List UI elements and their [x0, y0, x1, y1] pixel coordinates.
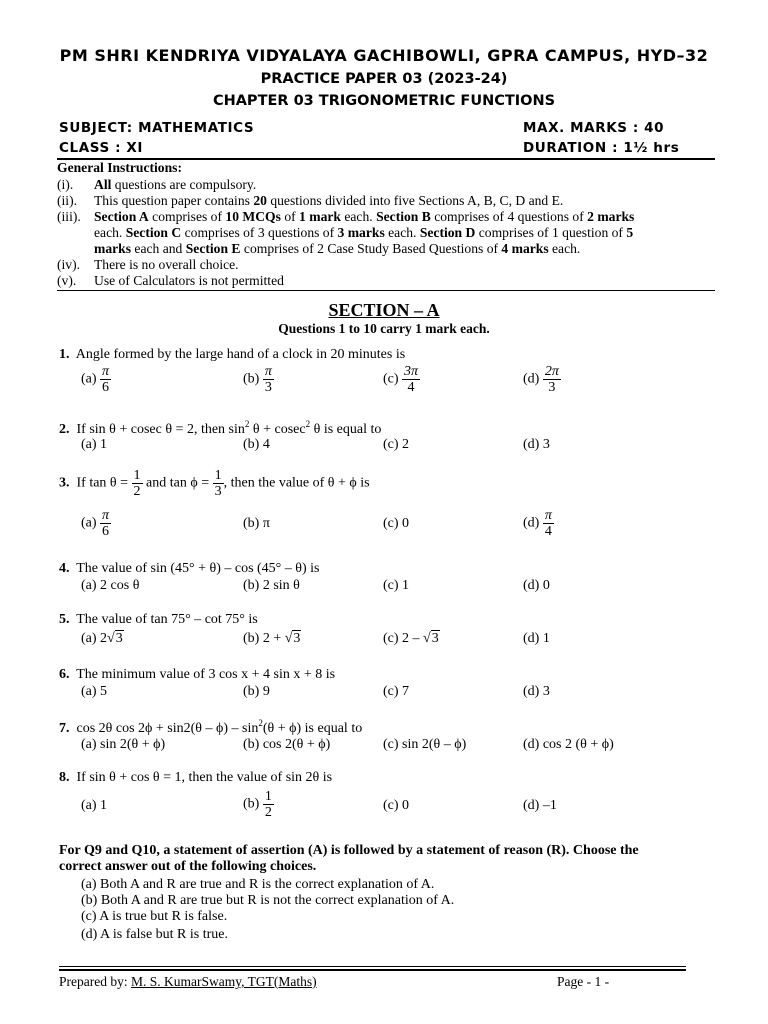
paper-title: PRACTICE PAPER 03 (2023-24): [260, 71, 508, 87]
question-3: 3. If tan θ = $\frac{1}{2}$ and tan ϕ = $\frac{1}{3}$ , then the value of θ + ϕ is: [59, 468, 370, 499]
footer-rule-top: [59, 966, 686, 967]
instruction-4: There is no overall choice.: [94, 257, 239, 272]
q6-option-c: (c) 7: [383, 684, 410, 699]
q3-option-a: (a) $\frac{\pi}{6}$: [81, 508, 110, 539]
instruction-2-num: (ii).: [57, 193, 78, 208]
assertion-intro-line2: correct answer out of the following choices.: [59, 859, 317, 874]
question-8: 8. If sin θ + cos θ = 1, then the value of sin 2θ is: [59, 770, 333, 785]
school-name: PM SHRI KENDRIYA VIDYALAYA GACHIBOWLI, GPRA CAMPUS, HYD–32: [59, 46, 709, 65]
q1-option-d: (d) $\frac{2\pi}{3}$: [523, 364, 559, 395]
assertion-intro-line1: For Q9 and Q10, a statement of assertion (A) is followed by a statement of reason (R). Choose the: [59, 843, 639, 858]
subject-label: SUBJECT: MATHEMATICS: [59, 120, 255, 136]
instruction-1: All questions are compulsory.: [94, 177, 257, 192]
q5-option-c: (c) 2 – √3: [383, 631, 439, 646]
question-1: 1. Angle formed by the large hand of a clock in 20 minutes is: [59, 347, 406, 362]
question-7: 7. cos 2θ $\cos 2\phi + \sin 2(\theta - \phi) - \sin^2(\theta + \phi)$ is equal to: [59, 718, 363, 736]
question-5: 5. The value of tan 75° – cot 75° is: [59, 612, 258, 627]
chapter-title: CHAPTER 03 TRIGONOMETRIC FUNCTIONS: [212, 93, 556, 109]
assertion-choice-c: (c) A is true but R is false.: [81, 909, 228, 924]
q6-option-b: (b) 9: [243, 684, 270, 699]
q4-option-d: (d) 0: [523, 578, 550, 593]
assertion-choice-a: (a) Both A and R are true and R is the correct explanation of A.: [81, 877, 435, 892]
duration: DURATION : 1½ hrs: [523, 140, 680, 156]
instruction-1-num: (i).: [57, 177, 74, 192]
question-2: 2. If sin θ + cosec θ = 2, then $\sin^2 \theta + cosec^2$ θ is equal to: [59, 419, 382, 437]
q3-option-c: (c) 0: [383, 516, 410, 531]
max-marks: MAX. MARKS : 40: [523, 120, 665, 136]
question-6: 6. The minimum value of 3 cos x + 4 sin x + 8 is: [59, 667, 336, 682]
q8-option-d: (d) –1: [523, 798, 557, 813]
q6-option-d: (d) 3: [523, 684, 550, 699]
assertion-choice-d: (d) A is false but R is true.: [81, 927, 228, 942]
q8-option-b: (b) $\frac{1}{2}$: [243, 789, 272, 820]
q3-option-b: (b) π: [243, 516, 270, 531]
q5-option-d: (d) 1: [523, 631, 550, 646]
q4-option-c: (c) 1: [383, 578, 410, 593]
section-title: SECTION – A: [328, 300, 440, 320]
instructions-divider: [57, 290, 715, 291]
question-4: 4. The value of sin (45° + θ) – cos (45° – θ) is: [59, 561, 320, 576]
instruction-3-num: (iii).: [57, 209, 81, 224]
q7-option-b: (b) cos 2(θ + ϕ): [243, 737, 331, 752]
instruction-2: This question paper contains 20 questions divided into five Sections A, B, C, D and E.: [94, 193, 564, 208]
q1-option-a: (a) $\frac{\pi}{6}$: [81, 364, 110, 395]
q5-option-b: (b) 2 + √3: [243, 631, 301, 646]
page-number: Page - 1 -: [557, 974, 610, 989]
q8-option-a: (a) 1: [81, 798, 108, 813]
q7-option-c: (c) sin 2(θ – ϕ): [383, 737, 467, 752]
q2-option-b: (b) 4: [243, 437, 270, 452]
assertion-choice-b: (b) Both A and R are true but R is not the correct explanation of A.: [81, 893, 455, 908]
q7-option-d: (d) cos 2 (θ + ϕ): [523, 737, 614, 752]
instruction-3-line3: marks each and Section E comprises of 2 Case Study Based Questions of 4 marks each.: [94, 241, 581, 256]
q4-option-a: (a) 2 cos θ: [81, 578, 140, 593]
instruction-5-num: (v).: [57, 273, 77, 288]
q8-option-c: (c) 0: [383, 798, 410, 813]
instructions-title: General Instructions:: [57, 160, 182, 175]
instruction-3-line1: Section A comprises of 10 MCQs of 1 mark each. Section B comprises of 4 questions of 2 marks: [94, 209, 635, 224]
q7-option-a: (a) sin 2(θ + ϕ): [81, 737, 166, 752]
prepared-by: Prepared by: M. S. KumarSwamy, TGT(Maths): [59, 974, 317, 989]
q1-option-b: (b) $\frac{\pi}{3}$: [243, 364, 272, 395]
q3-option-d: (d) $\frac{\pi}{4}$: [523, 508, 552, 539]
instruction-5: Use of Calculators is not permitted: [94, 273, 284, 288]
footer-rule-bottom: [59, 969, 686, 971]
q2-option-a: (a) 1: [81, 437, 108, 452]
q5-option-a: (a) 2√3: [81, 631, 123, 646]
q2-option-c: (c) 2: [383, 437, 410, 452]
instruction-4-num: (iv).: [57, 257, 81, 272]
q6-option-a: (a) 5: [81, 684, 108, 699]
q1-option-c: (c) $\frac{3\pi}{4}$: [383, 364, 419, 395]
q2-option-d: (d) 3: [523, 437, 550, 452]
class-label: CLASS : XI: [59, 140, 144, 156]
instruction-3-line2: each. Section C comprises of 3 questions of 3 marks each. Section D comprises of 1 question of 5: [94, 225, 634, 240]
section-subtitle: Questions 1 to 10 carry 1 mark each.: [278, 321, 490, 336]
q4-option-b: (b) 2 sin θ: [243, 578, 300, 593]
